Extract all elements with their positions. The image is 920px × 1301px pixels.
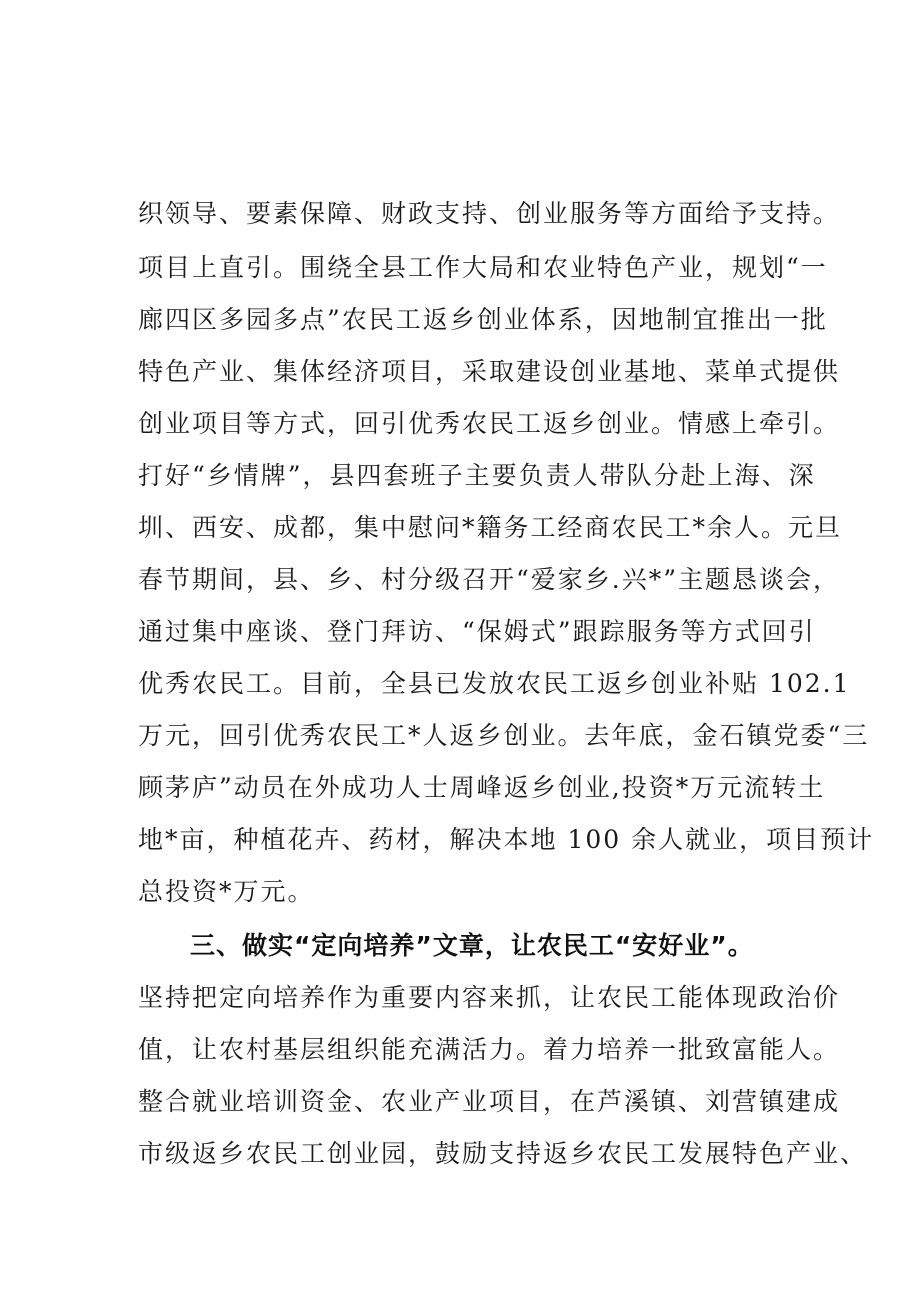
section-heading: 三、做实“定向培养”文章，让农民工“安好业”。 [190, 931, 754, 960]
text-line: 市级返乡农民工创业园，鼓励支持返乡农民工发展特色产业、 [138, 1139, 868, 1168]
text-line: 通过集中座谈、登门拜访、“保姆式”跟踪服务等方式回引 [138, 617, 816, 646]
text-line: 万元，回引优秀农民工*人返乡创业。去年底，金石镇党委“三 [138, 721, 870, 750]
text-line: 春节期间，县、乡、村分级召开“爱家乡.兴*”主题恳谈会， [138, 565, 841, 594]
text-line: 整合就业培训资金、农业产业项目，在芦溪镇、刘营镇建成 [138, 1087, 841, 1116]
text-line: 总投资*万元。 [138, 877, 315, 906]
text-line: 特色产业、集体经济项目，采取建设创业基地、菜单式提供 [138, 357, 841, 386]
text-line: 打好“乡情牌”，县四套班子主要负责人带队分赴上海、深 [138, 461, 816, 490]
text-line: 地*亩，种植花卉、药材，解决本地 100 余人就业，项目预计 [138, 825, 875, 854]
text-line: 优秀农民工。目前，全县已发放农民工返乡创业补贴 102.1 [138, 669, 851, 698]
text-line: 顾茅庐”动员在外成功人士周峰返乡创业,投资*万元流转土 [138, 773, 826, 802]
text-line: 值，让农村基层组织能充满活力。着力培养一批致富能人。 [138, 1035, 841, 1064]
text-line: 项目上直引。围绕全县工作大局和农业特色产业，规划“一 [138, 253, 828, 282]
text-line: 织领导、要素保障、财政支持、创业服务等方面给予支持。 [138, 199, 841, 228]
text-line: 坚持把定向培养作为重要内容来抓，让农民工能体现政治价 [138, 983, 841, 1012]
text-line: 创业项目等方式，回引优秀农民工返乡创业。情感上牵引。 [138, 409, 841, 438]
text-line: 廊四区多园多点”农民工返乡创业体系，因地制宜推出一批 [138, 305, 828, 334]
text-line: 圳、西安、成都，集中慰问*籍务工经商农民工*余人。元旦 [138, 513, 843, 542]
